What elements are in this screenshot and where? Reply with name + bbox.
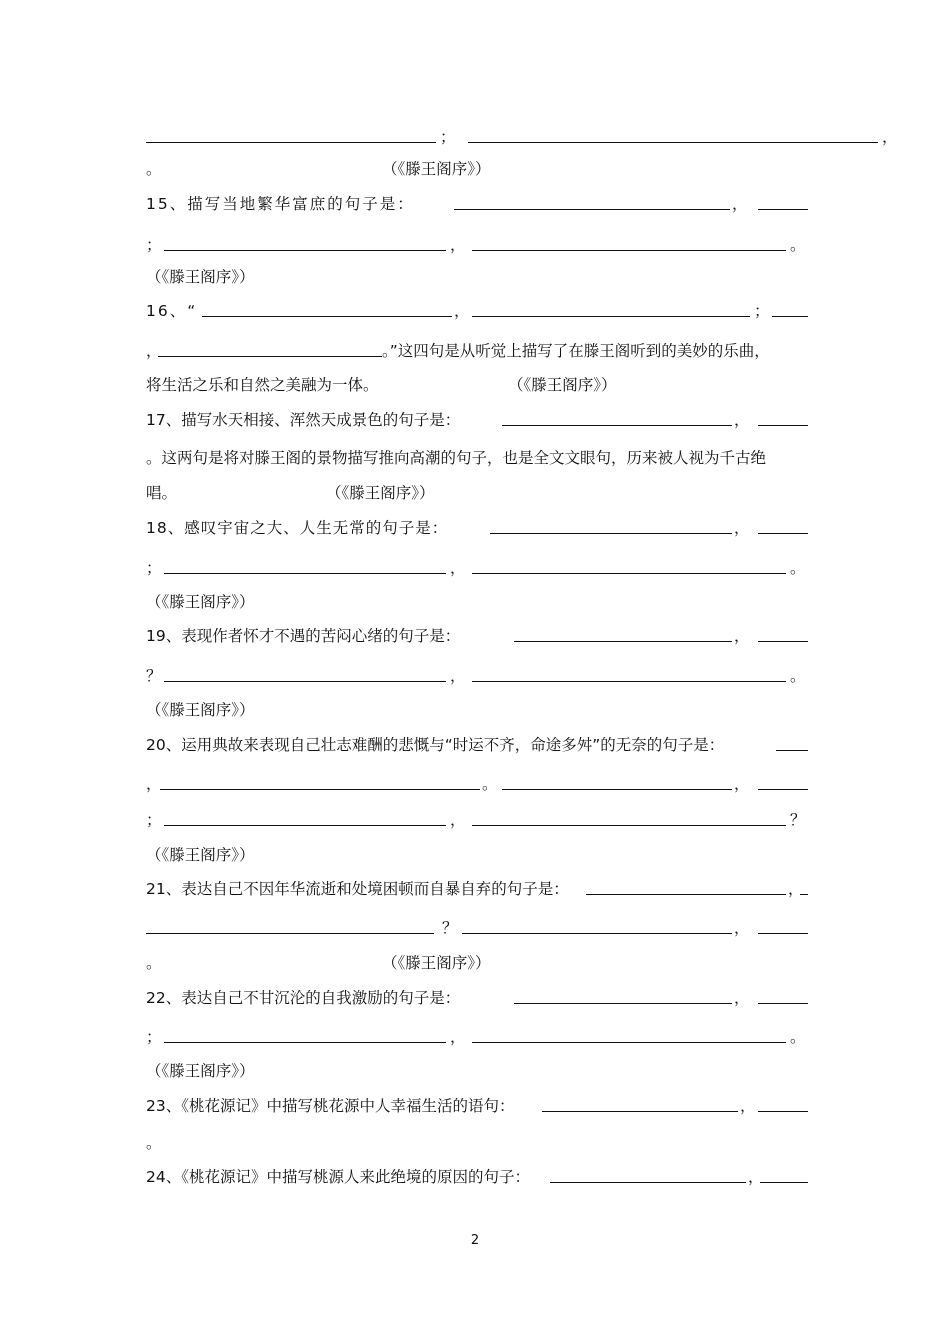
page-number: 2 (470, 1233, 480, 1248)
blank[interactable] (164, 681, 446, 682)
punct: ； (146, 811, 162, 829)
source-citation: （《滕王阁序》） (146, 1062, 255, 1080)
punct: ， (734, 989, 750, 1007)
source-citation: （《滕王阁序》） (382, 954, 491, 972)
blank[interactable] (514, 1003, 732, 1004)
punct: ， (734, 919, 750, 937)
q21-answer-line (146, 916, 808, 940)
question-prompt: 20、运用典故来表现自己壮志难酬的悲慨与“时运不齐，命途多舛”的无奈的句子是： (146, 736, 725, 754)
q14-source-line (146, 157, 808, 181)
punct: ； (146, 1028, 162, 1046)
source-citation: （《滕王阁序》） (146, 701, 255, 719)
blank[interactable] (542, 1111, 738, 1112)
punct: ， (146, 775, 162, 793)
q16-answer-line (146, 339, 808, 363)
q23-prompt-line (146, 1094, 808, 1118)
blank[interactable] (800, 894, 808, 895)
punct: ； (754, 302, 770, 320)
q18-prompt-line (146, 516, 808, 540)
punct: ； (440, 128, 456, 146)
question-text: 。这两句是将对滕王阁的景物描写推向高潮的句子，也是全文文眼句，历来被人视为千古绝 (146, 449, 767, 467)
blank[interactable] (758, 1003, 808, 1004)
question-text: 将生活之乐和自然之美融为一体。 (146, 376, 379, 394)
blank[interactable] (164, 1042, 446, 1043)
blank[interactable] (472, 573, 786, 574)
q16-source-line (146, 373, 808, 397)
punct: 。 (790, 236, 806, 254)
blank[interactable] (468, 142, 878, 143)
source-citation: （《滕王阁序》） (382, 160, 491, 178)
blank[interactable] (758, 641, 808, 642)
q14-answer-line (146, 125, 898, 149)
blank[interactable] (164, 825, 446, 826)
q19-prompt-line (146, 624, 808, 648)
punct: ， (748, 1168, 764, 1186)
punct: ， (146, 342, 162, 360)
blank[interactable] (146, 933, 434, 934)
punct: ？ (790, 811, 806, 829)
source-citation: （《滕王阁序》） (146, 846, 255, 864)
q15-prompt-line (146, 192, 808, 216)
blank[interactable] (146, 142, 436, 143)
punct: 。 (146, 1134, 162, 1152)
blank[interactable] (758, 533, 808, 534)
q17-text-line (146, 446, 808, 470)
punct: ； (146, 236, 162, 254)
punct: ， (450, 236, 466, 254)
blank[interactable] (760, 1182, 808, 1183)
punct: ， (734, 775, 750, 793)
q16-prompt-line (146, 299, 808, 323)
q21-prompt-line (146, 877, 808, 901)
blank[interactable] (776, 750, 808, 751)
q19-source-line (146, 698, 808, 722)
blank[interactable] (472, 250, 786, 251)
q22-source-line (146, 1059, 808, 1083)
q20-answer-line-2 (146, 808, 808, 832)
question-prompt: 16、“ (146, 302, 198, 320)
blank[interactable] (160, 789, 480, 790)
question-prompt: 17、描写水天相接、浑然天成景色的句子是： (146, 411, 461, 429)
q17-source-line (146, 481, 808, 505)
punct: ， (450, 667, 466, 685)
blank[interactable] (772, 316, 808, 317)
punct: ， (450, 1028, 466, 1046)
question-prompt: 19、表现作者怀才不遇的苦闷心绪的句子是： (146, 627, 461, 645)
source-citation: （《滕王阁序》） (508, 376, 617, 394)
question-prompt: 24、《桃花源记》中描写桃源人来此绝境的原因的句子： (146, 1168, 530, 1186)
blank[interactable] (758, 789, 808, 790)
question-prompt: 23、《桃花源记》中描写桃花源中人幸福生活的语句： (146, 1097, 515, 1115)
blank[interactable] (502, 425, 732, 426)
question-text: 。”这四句是从听觉上描写了在滕王阁听到的美妙的乐曲， (382, 342, 770, 360)
blank[interactable] (164, 573, 446, 574)
punct: ？ (146, 667, 162, 685)
source-citation: （《滕王阁序》） (146, 268, 255, 286)
punct: ， (454, 302, 470, 320)
blank[interactable] (202, 316, 452, 317)
blank[interactable] (472, 316, 750, 317)
source-citation: （《滕王阁序》） (326, 484, 435, 502)
blank[interactable] (164, 250, 446, 251)
q21-source-line (146, 951, 808, 975)
punct: 。 (146, 160, 162, 178)
blank[interactable] (758, 425, 808, 426)
punct: ， (740, 1097, 756, 1115)
q15-source-line (146, 265, 808, 289)
blank[interactable] (472, 681, 786, 682)
q18-source-line (146, 590, 808, 614)
q17-prompt-line (146, 408, 808, 432)
blank[interactable] (586, 894, 786, 895)
blank[interactable] (758, 1111, 808, 1112)
blank[interactable] (462, 933, 732, 934)
blank[interactable] (490, 533, 732, 534)
q22-answer-line (146, 1025, 808, 1049)
punct: ， (732, 195, 748, 213)
punct: ， (788, 880, 804, 898)
punct: ， (450, 559, 466, 577)
blank[interactable] (472, 1042, 786, 1043)
punct: 。 (790, 559, 806, 577)
punct: ， (734, 627, 750, 645)
blank[interactable] (454, 209, 730, 210)
q22-prompt-line (146, 986, 808, 1010)
blank[interactable] (550, 1182, 746, 1183)
blank[interactable] (758, 142, 808, 143)
punct: 。 (146, 954, 162, 972)
punct: 。 (482, 775, 498, 793)
q24-prompt-line (146, 1165, 808, 1189)
blank[interactable] (472, 825, 786, 826)
question-prompt: 21、表达自己不因年华流逝和处境困顿而自暴自弃的句子是： (146, 880, 569, 898)
blank[interactable] (158, 356, 382, 357)
question-prompt: 15、描写当地繁华富庶的句子是： (146, 195, 415, 213)
q20-source-line (146, 843, 808, 867)
punct: ； (146, 559, 162, 577)
blank[interactable] (758, 209, 808, 210)
q19-answer-line (146, 664, 808, 688)
punct: ？ (442, 919, 458, 937)
q18-answer-line (146, 556, 808, 580)
question-prompt: 22、表达自己不甘沉沦的自我激励的句子是： (146, 989, 461, 1007)
punct: ， (734, 519, 750, 537)
punct: 。 (790, 667, 806, 685)
punct: ， (882, 128, 898, 146)
punct: 。 (790, 1028, 806, 1046)
punct: ， (450, 811, 466, 829)
q15-answer-line (146, 233, 808, 257)
question-text: 唱。 (146, 484, 178, 502)
question-prompt: 18、感叹宇宙之大、人生无常的句子是： (146, 519, 449, 537)
q23-end-line (146, 1131, 808, 1155)
blank[interactable] (758, 933, 808, 934)
source-citation: （《滕王阁序》） (146, 593, 255, 611)
blank[interactable] (502, 789, 732, 790)
q20-prompt-line (146, 733, 808, 757)
punct: ， (734, 411, 750, 429)
blank[interactable] (514, 641, 732, 642)
q20-answer-line-1 (146, 772, 808, 796)
